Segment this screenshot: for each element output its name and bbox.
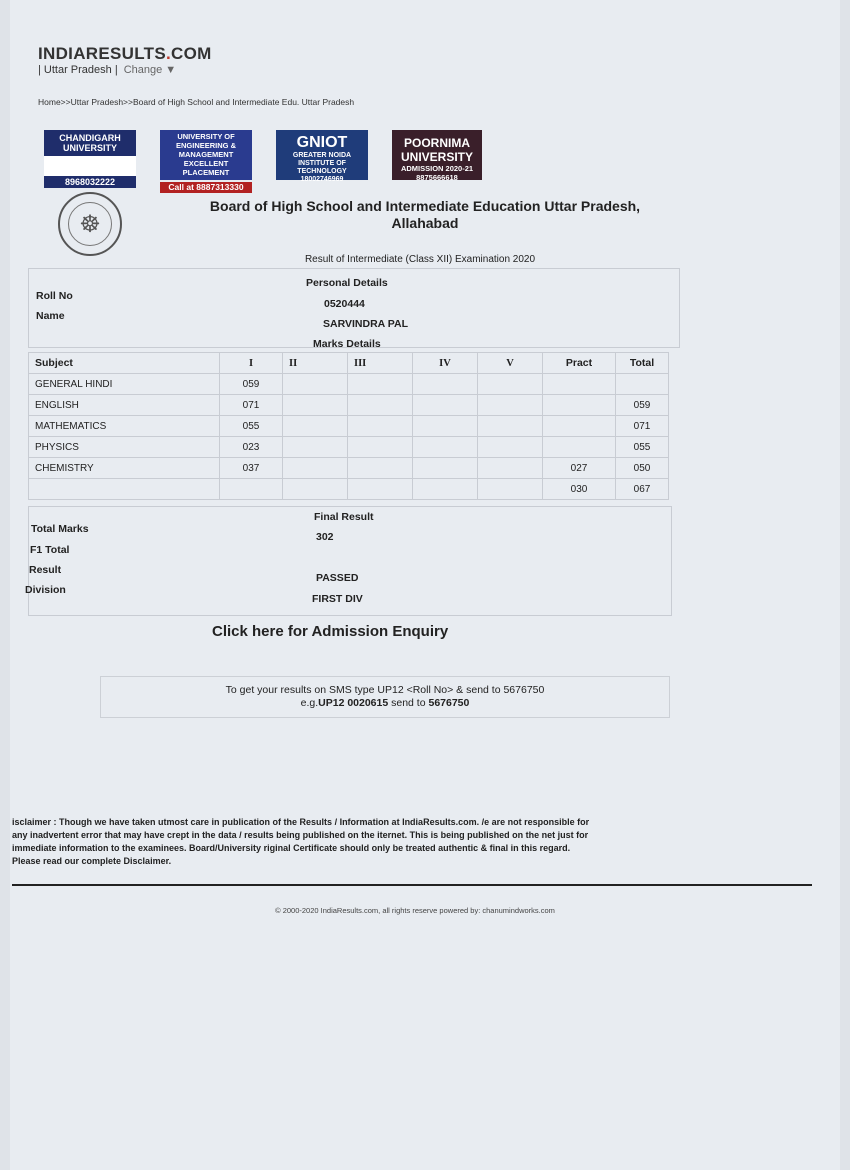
col-pract: Pract — [543, 353, 616, 374]
table-row: PHYSICS 023 055 — [29, 437, 669, 458]
up-government-seal-icon: ☸ — [58, 192, 122, 256]
table-row: GENERAL HINDI 059 — [29, 374, 669, 395]
roll-no-value: 0520444 — [324, 298, 365, 310]
total-marks-value: 302 — [316, 531, 334, 543]
name-label: Name — [36, 310, 65, 322]
ad-title: GNIOT — [296, 134, 348, 151]
ad-poornima[interactable] — [392, 130, 482, 180]
footer-divider — [12, 884, 812, 886]
location-label: | Uttar Pradesh | — [38, 64, 118, 76]
ad-phone: 18002746969 — [300, 176, 344, 183]
division-label: Division — [25, 584, 66, 596]
site-logo[interactable]: INDIARESULTS.COM — [38, 44, 212, 63]
ad-title: CHANDIGARH UNIVERSITY — [44, 130, 136, 156]
ad-sub: ADMISSION 2020-21 — [400, 164, 474, 173]
result-value: PASSED — [316, 572, 359, 584]
location-bar — [38, 64, 176, 76]
breadcrumb[interactable]: Home>>Uttar Pradesh>>Board of High School and Intermediate Edu. Uttar Pradesh — [38, 97, 355, 107]
col-total: Total — [616, 353, 669, 374]
f1-total-label: F1 Total — [30, 544, 70, 556]
result-label: Result — [29, 564, 62, 576]
personal-details-heading: Personal Details — [306, 277, 388, 289]
exam-title: Result of Intermediate (Class XII) Examination 2020 — [304, 254, 536, 265]
ad-phone: Call at 8887313330 — [160, 182, 252, 193]
col-i: I — [220, 353, 283, 374]
ad-phone: 8968032222 — [44, 176, 136, 188]
roll-no-label: Roll No — [36, 290, 73, 302]
ad-title: POORNIMA UNIVERSITY — [400, 136, 473, 164]
col-subject: Subject — [29, 353, 220, 374]
ad-sub: GREATER NOIDA INSTITUTE OF TECHNOLOGY — [292, 152, 352, 175]
copyright-text: © 2000-2020 IndiaResults.com, all rights reserve powered by: chanumindworks.com — [275, 906, 555, 915]
sms-line1: To get your results on SMS type UP12 <Roll No> & send to 5676750 — [225, 684, 545, 696]
ad-title: UNIVERSITY OF ENGINEERING & MANAGEMENT — [175, 132, 236, 159]
col-ii: II — [283, 353, 348, 374]
board-title: Board of High School and Intermediate Education Uttar Pradesh, Allahabad — [209, 198, 641, 231]
col-iv: IV — [413, 353, 478, 374]
ad-phone: 8875666618 — [416, 173, 458, 182]
disclaimer-text: isclaimer : Though we have taken utmost care in publication of the Results / Information at IndiaResults.com. /e are not responsible for any inadvertent error that may have crept in the data / results being published on the iternet. This is being published on the net just for immediate information to the examinees. Board/University riginal Certificate should only be treated authentic & final in this regard. Please read our complete Disclaimer. — [12, 817, 590, 866]
table-row: MATHEMATICS 055 071 — [29, 416, 669, 437]
marks-header-row — [29, 353, 669, 374]
marks-details-heading: Marks Details — [313, 338, 381, 350]
marks-table — [28, 352, 669, 500]
table-row: 030 067 — [29, 479, 669, 500]
change-location-link[interactable]: Change ▼ — [123, 64, 177, 76]
sms-info-box — [100, 676, 670, 718]
total-marks-label: Total Marks — [31, 523, 89, 535]
name-value: SARVINDRA PAL — [323, 318, 408, 330]
ad-chandigarh-university[interactable] — [44, 130, 136, 187]
col-iii: III — [348, 353, 413, 374]
ad-gniot[interactable] — [276, 130, 368, 183]
admission-enquiry-link[interactable]: Click here for Admission Enquiry — [212, 623, 449, 640]
ad-uem[interactable] — [160, 130, 252, 192]
col-v: V — [478, 353, 543, 374]
sms-line2: e.g.UP12 0020615 send to 5676750 — [300, 697, 470, 709]
table-row: ENGLISH 071 059 — [29, 395, 669, 416]
final-result-heading: Final Result — [314, 511, 374, 523]
division-value: FIRST DIV — [312, 593, 363, 605]
table-row: CHEMISTRY 037 027 050 — [29, 458, 669, 479]
ad-tag: EXCELLENT PLACEMENT — [182, 159, 230, 177]
